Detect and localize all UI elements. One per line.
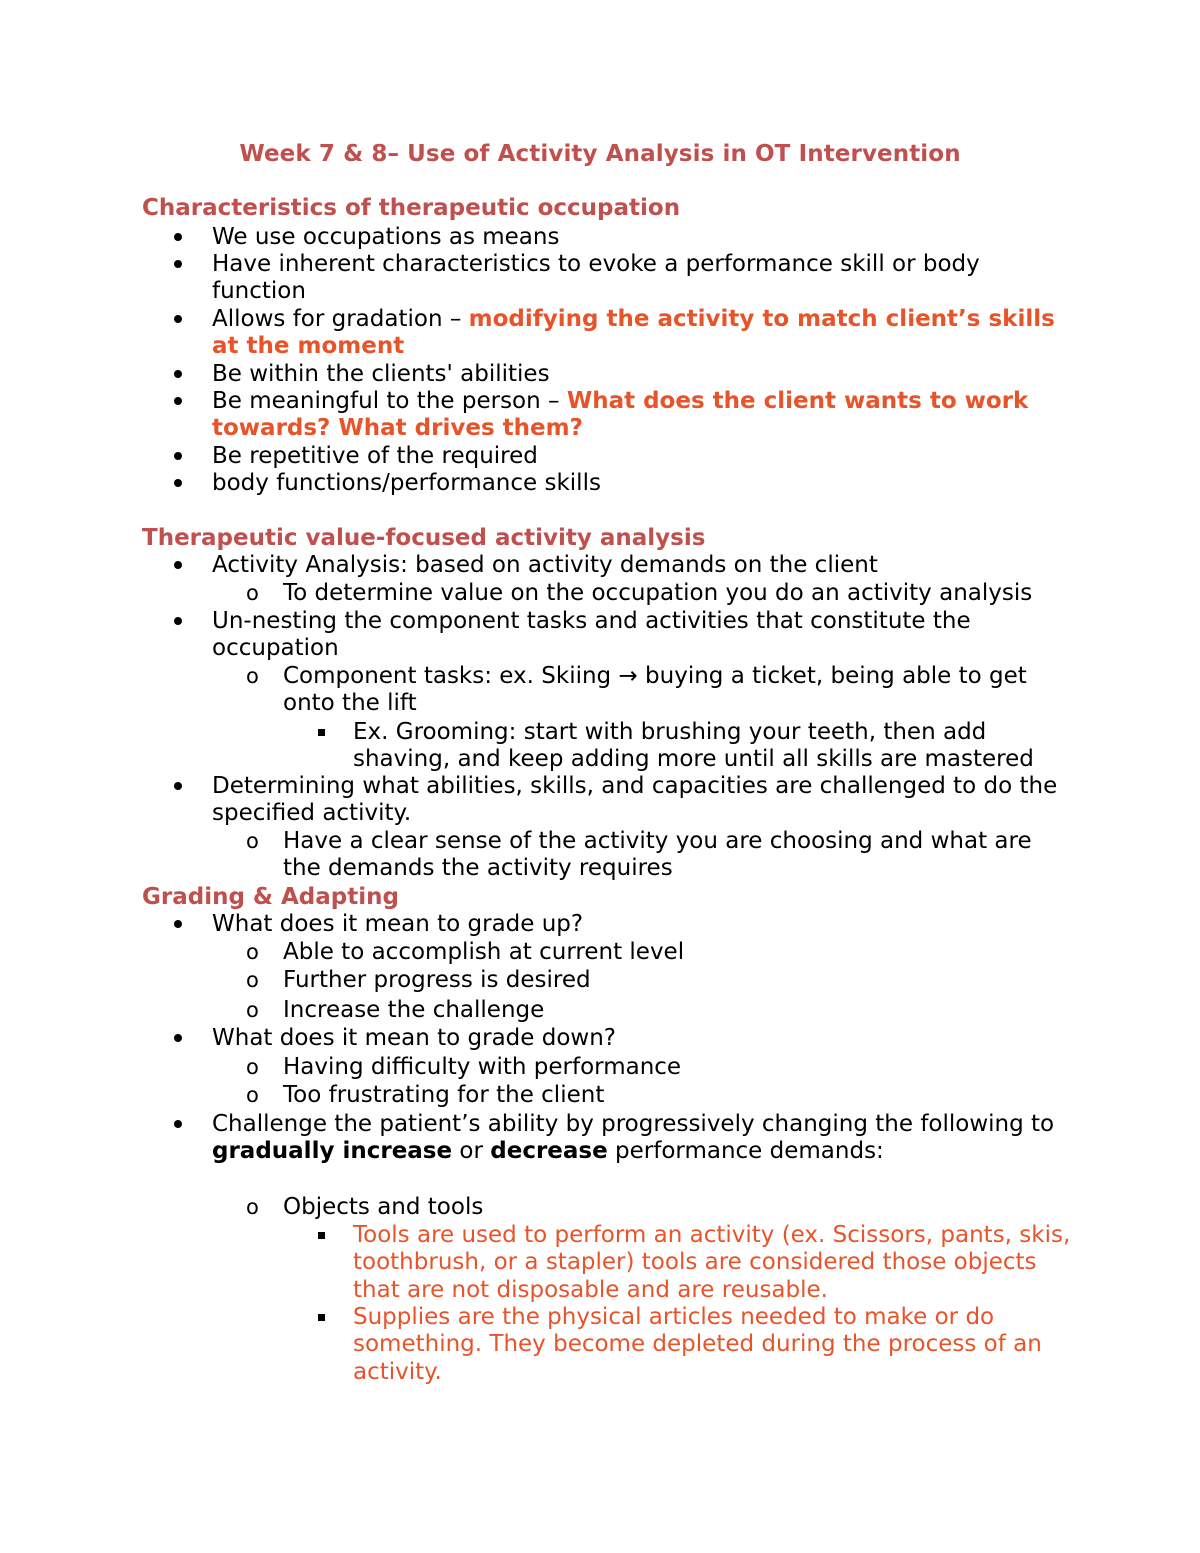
section-heading-characteristics: Characteristics of therapeutic occupation	[142, 195, 681, 221]
list-item	[212, 1111, 1062, 1166]
list-item: Be within the clients' abilities	[212, 361, 550, 387]
list-item: Objects and tools	[283, 1194, 484, 1220]
list-item: Have a clear sense of the activity you are choosing and what are the demands the activity requires	[283, 828, 1032, 882]
circle-bullet-icon: o	[246, 581, 259, 605]
list-item-text: Challenge the patient’s ability by progressively changing the following to	[212, 1111, 1055, 1137]
list-item-text: Be meaningful to the person –	[212, 388, 567, 414]
highlighted-text: modifying the activity to match client’s skills at the moment	[212, 306, 1055, 360]
bullet-icon	[174, 1111, 182, 1138]
list-item: Tools are used to perform an activity (ex. Scissors, pants, skis, toothbrush, or a stapler) tools are considered those objects that are not disposable and are reusable.	[353, 1222, 1071, 1303]
list-item: Having difficulty with performance	[283, 1054, 682, 1080]
bullet-icon	[174, 911, 182, 938]
list-item	[212, 306, 1062, 361]
list-item: What does it mean to grade down?	[212, 1025, 616, 1051]
list-item: Component tasks: ex. Skiing → buying a ticket, being able to get onto the lift	[283, 663, 1027, 717]
list-item: Ex. Grooming: start with brushing your teeth, then add shaving, and keep adding more until all skills are mastered	[353, 719, 1034, 773]
bold-text: gradually increase	[212, 1138, 453, 1165]
circle-bullet-icon: o	[246, 968, 259, 992]
bullet-icon	[174, 306, 182, 333]
bullet-icon	[174, 443, 182, 470]
bullet-icon	[174, 470, 182, 497]
circle-bullet-icon: o	[246, 1083, 259, 1107]
list-item: Further progress is desired	[283, 967, 591, 993]
bullet-icon	[174, 361, 182, 388]
list-item: Activity Analysis: based on activity demands on the client	[212, 552, 878, 578]
bullet-icon	[174, 773, 182, 800]
list-item-text: or	[452, 1138, 491, 1165]
list-item: We use occupations as means	[212, 224, 560, 250]
bold-text: decrease	[490, 1138, 608, 1165]
list-item: To determine value on the occupation you do an activity analysis	[283, 580, 1033, 606]
list-item: Too frustrating for the client	[283, 1082, 605, 1108]
list-item-text: performance demands:	[607, 1138, 884, 1165]
list-item-text: Allows for gradation –	[212, 306, 469, 332]
circle-bullet-icon: o	[246, 998, 259, 1022]
square-bullet-icon	[318, 1222, 325, 1249]
section-heading-grading: Grading & Adapting	[142, 884, 399, 910]
document-title: Week 7 & 8– Use of Activity Analysis in OT Intervention	[239, 141, 961, 167]
bullet-icon	[174, 608, 182, 635]
list-item	[212, 388, 1062, 443]
list-item: Be repetitive of the required	[212, 443, 538, 469]
bullet-icon	[174, 1025, 182, 1052]
list-item: body functions/performance skills	[212, 470, 601, 496]
list-item: Increase the challenge	[283, 997, 545, 1023]
section-heading-therapeutic-value: Therapeutic value-focused activity analysis	[142, 525, 706, 551]
list-item: What does it mean to grade up?	[212, 911, 584, 937]
bullet-icon	[174, 552, 182, 579]
circle-bullet-icon: o	[246, 1195, 259, 1219]
list-item: Determining what abilities, skills, and capacities are challenged to do the specified activity.	[212, 773, 1058, 827]
list-item: Supplies are the physical articles needed to make or do something. They become depleted during the process of an activity.	[353, 1304, 1042, 1385]
circle-bullet-icon: o	[246, 1055, 259, 1079]
square-bullet-icon	[318, 719, 325, 746]
bullet-icon	[174, 224, 182, 251]
circle-bullet-icon: o	[246, 940, 259, 964]
bullet-icon	[174, 251, 182, 278]
circle-bullet-icon: o	[246, 829, 259, 853]
list-item: Un-nesting the component tasks and activities that constitute the occupation	[212, 608, 971, 662]
square-bullet-icon	[318, 1304, 325, 1331]
bullet-icon	[174, 388, 182, 415]
highlighted-text: What does the client wants to work towards? What drives them?	[212, 388, 1029, 442]
circle-bullet-icon: o	[246, 664, 259, 688]
list-item: Have inherent characteristics to evoke a performance skill or body function	[212, 251, 980, 305]
list-item: Able to accomplish at current level	[283, 939, 685, 965]
